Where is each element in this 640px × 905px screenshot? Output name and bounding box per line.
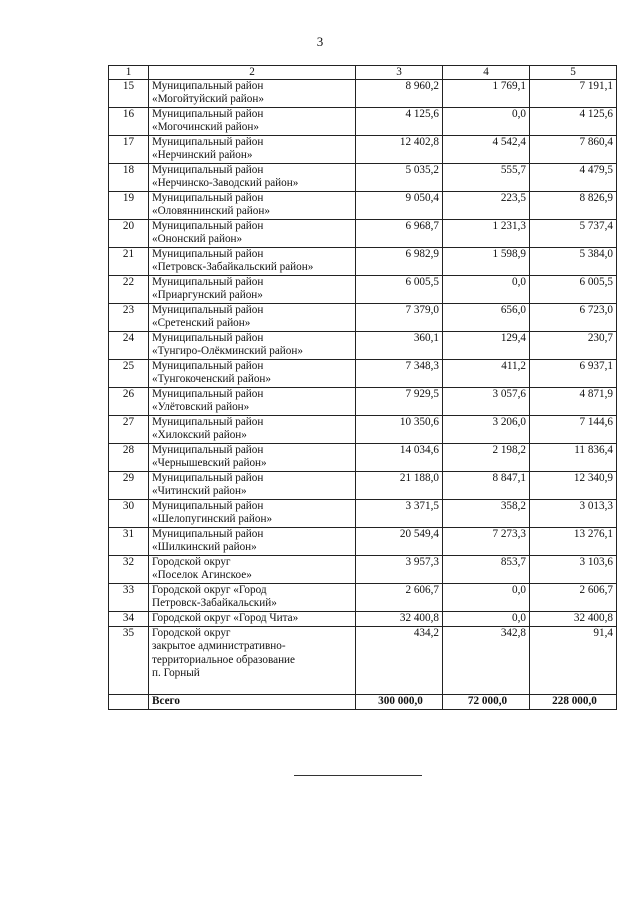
value-col3: 7 929,5 (356, 388, 443, 416)
row-number: 18 (109, 164, 149, 192)
municipality-name-line: «Тунгиро-Олёкминский район» (152, 345, 303, 358)
row-number: 32 (109, 556, 149, 584)
value-col5: 4 125,6 (530, 108, 617, 136)
value-col4: 555,7 (443, 164, 530, 192)
value-col4: 0,0 (443, 612, 530, 627)
municipality-name (149, 444, 356, 472)
municipality-name-line: Городской округ (152, 627, 231, 639)
row-number: 35 (109, 627, 149, 695)
value-col5: 7 144,6 (530, 416, 617, 444)
value-col5: 7 860,4 (530, 136, 617, 164)
value-col5: 6 937,1 (530, 360, 617, 388)
row-number: 20 (109, 220, 149, 248)
value-col3: 4 125,6 (356, 108, 443, 136)
value-col4: 223,5 (443, 192, 530, 220)
table-row (109, 627, 617, 695)
value-col3: 21 188,0 (356, 472, 443, 500)
municipality-name (149, 304, 356, 332)
municipality-name-line: территориальное образование (152, 653, 296, 666)
table-row (109, 416, 617, 444)
value-col5: 3 103,6 (530, 556, 617, 584)
municipality-name-line: «Нерчинский район» (152, 149, 253, 162)
value-col3: 32 400,8 (356, 612, 443, 627)
municipality-name-line: Муниципальный район (152, 360, 264, 372)
total-label: Всего (149, 695, 356, 710)
row-number: 22 (109, 276, 149, 304)
municipality-name (149, 472, 356, 500)
municipality-name (149, 556, 356, 584)
municipality-name-line: Муниципальный район (152, 220, 264, 232)
municipality-name (149, 220, 356, 248)
total-row (109, 695, 617, 710)
table-row (109, 108, 617, 136)
municipality-name (149, 360, 356, 388)
value-col4: 0,0 (443, 276, 530, 304)
municipality-name-line: «Читинский район» (152, 485, 247, 498)
municipality-name-line: «Нерчинско-Заводский район» (152, 177, 299, 190)
municipality-name-line: Муниципальный район (152, 332, 264, 344)
municipality-name (149, 276, 356, 304)
value-col5: 32 400,8 (530, 612, 617, 627)
value-col4: 4 542,4 (443, 136, 530, 164)
value-col5: 3 013,3 (530, 500, 617, 528)
value-col4: 129,4 (443, 332, 530, 360)
row-number: 23 (109, 304, 149, 332)
value-col4: 853,7 (443, 556, 530, 584)
value-col4: 358,2 (443, 500, 530, 528)
table-row (109, 192, 617, 220)
row-number: 27 (109, 416, 149, 444)
row-number: 19 (109, 192, 149, 220)
municipality-name-line: Муниципальный район (152, 472, 264, 484)
municipality-name-line: «Улётовский район» (152, 401, 250, 414)
table-row (109, 472, 617, 500)
municipality-name (149, 584, 356, 612)
municipality-name-line: Городской округ «Город Чита» (152, 612, 299, 624)
value-col5: 5 737,4 (530, 220, 617, 248)
distribution-table (108, 65, 617, 710)
municipality-name-line: «Поселок Агинское» (152, 569, 252, 582)
row-number: 21 (109, 248, 149, 276)
table-row (109, 584, 617, 612)
total-number (109, 695, 149, 710)
row-number: 34 (109, 612, 149, 627)
header-cell: 4 (443, 66, 530, 80)
value-col5: 5 384,0 (530, 248, 617, 276)
value-col4: 1 769,1 (443, 80, 530, 108)
value-col3: 3 371,5 (356, 500, 443, 528)
row-number: 15 (109, 80, 149, 108)
municipality-name (149, 192, 356, 220)
total-col5: 228 000,0 (530, 695, 617, 710)
municipality-name-line: Петровск-Забайкальский» (152, 597, 277, 610)
municipality-name-line: Муниципальный район (152, 164, 264, 176)
value-col4: 656,0 (443, 304, 530, 332)
table-row (109, 444, 617, 472)
row-number: 17 (109, 136, 149, 164)
row-number: 28 (109, 444, 149, 472)
value-col5: 4 871,9 (530, 388, 617, 416)
value-col4: 0,0 (443, 108, 530, 136)
row-number: 29 (109, 472, 149, 500)
value-col5: 4 479,5 (530, 164, 617, 192)
value-col3: 6 982,9 (356, 248, 443, 276)
table-row (109, 304, 617, 332)
municipality-name-line: Муниципальный район (152, 136, 264, 148)
value-col5: 6 005,5 (530, 276, 617, 304)
municipality-name (149, 612, 356, 627)
municipality-name (149, 528, 356, 556)
header-cell: 3 (356, 66, 443, 80)
municipality-name-line: Муниципальный район (152, 304, 264, 316)
municipality-name (149, 500, 356, 528)
municipality-name (149, 416, 356, 444)
value-col3: 3 957,3 (356, 556, 443, 584)
table-row (109, 332, 617, 360)
value-col3: 434,2 (356, 627, 443, 695)
municipality-name-line: «Ононский район» (152, 233, 243, 246)
value-col4: 7 273,3 (443, 528, 530, 556)
value-col3: 6 968,7 (356, 220, 443, 248)
municipality-name-line: Муниципальный район (152, 528, 264, 540)
table-row (109, 220, 617, 248)
value-col5: 12 340,9 (530, 472, 617, 500)
municipality-name-line: Муниципальный район (152, 248, 264, 260)
value-col3: 7 348,3 (356, 360, 443, 388)
municipality-name-line: Муниципальный район (152, 108, 264, 120)
value-col5: 2 606,7 (530, 584, 617, 612)
table-row (109, 388, 617, 416)
table-row (109, 136, 617, 164)
value-col3: 360,1 (356, 332, 443, 360)
header-cell: 1 (109, 66, 149, 80)
value-col3: 6 005,5 (356, 276, 443, 304)
table-row (109, 80, 617, 108)
municipality-name-line: «Тунгокоченский район» (152, 373, 271, 386)
row-number: 25 (109, 360, 149, 388)
divider-line (294, 775, 422, 776)
value-col3: 2 606,7 (356, 584, 443, 612)
municipality-name-line: Муниципальный район (152, 444, 264, 456)
municipality-name-line: «Чернышевский район» (152, 457, 267, 470)
municipality-name (149, 388, 356, 416)
table-header-row (109, 66, 617, 80)
table-row (109, 528, 617, 556)
value-col4: 0,0 (443, 584, 530, 612)
municipality-name-line: «Могочинский район» (152, 121, 259, 134)
value-col5: 13 276,1 (530, 528, 617, 556)
municipality-name (149, 332, 356, 360)
table-row (109, 164, 617, 192)
municipality-name-line: п. Горный (152, 667, 200, 680)
municipality-name-line: «Приаргунский район» (152, 289, 263, 302)
total-col4: 72 000,0 (443, 695, 530, 710)
value-col3: 8 960,2 (356, 80, 443, 108)
value-col5: 8 826,9 (530, 192, 617, 220)
row-number: 30 (109, 500, 149, 528)
value-col4: 411,2 (443, 360, 530, 388)
municipality-name-line: Муниципальный район (152, 500, 264, 512)
municipality-name-line: Городской округ «Город (152, 584, 267, 596)
municipality-name-line: «Сретенский район» (152, 317, 251, 330)
municipality-name-line: Муниципальный район (152, 388, 264, 400)
value-col3: 10 350,6 (356, 416, 443, 444)
value-col5: 230,7 (530, 332, 617, 360)
municipality-name-line: «Могойтуйский район» (152, 93, 264, 106)
value-col3: 5 035,2 (356, 164, 443, 192)
municipality-name (149, 248, 356, 276)
municipality-name (149, 136, 356, 164)
municipality-name (149, 108, 356, 136)
municipality-name (149, 80, 356, 108)
row-number: 16 (109, 108, 149, 136)
municipality-name (149, 164, 356, 192)
value-col3: 9 050,4 (356, 192, 443, 220)
row-number: 31 (109, 528, 149, 556)
value-col4: 8 847,1 (443, 472, 530, 500)
page-number: 3 (316, 34, 324, 49)
municipality-name-line: «Оловяннинский район» (152, 205, 270, 218)
header-cell: 2 (149, 66, 356, 80)
value-col5: 91,4 (530, 627, 617, 695)
value-col5: 7 191,1 (530, 80, 617, 108)
value-col3: 7 379,0 (356, 304, 443, 332)
table-row (109, 360, 617, 388)
municipality-name (149, 627, 356, 695)
municipality-name-line: Муниципальный район (152, 276, 264, 288)
table-row (109, 248, 617, 276)
value-col4: 342,8 (443, 627, 530, 695)
total-col3: 300 000,0 (356, 695, 443, 710)
table-row (109, 276, 617, 304)
value-col4: 2 198,2 (443, 444, 530, 472)
value-col4: 3 057,6 (443, 388, 530, 416)
value-col3: 20 549,4 (356, 528, 443, 556)
value-col5: 6 723,0 (530, 304, 617, 332)
table-row (109, 500, 617, 528)
municipality-name-line: Муниципальный район (152, 80, 264, 92)
value-col4: 3 206,0 (443, 416, 530, 444)
table-row (109, 556, 617, 584)
value-col3: 12 402,8 (356, 136, 443, 164)
municipality-name-line: «Петровск-Забайкальский район» (152, 261, 314, 274)
value-col3: 14 034,6 (356, 444, 443, 472)
row-number: 33 (109, 584, 149, 612)
value-col4: 1 598,9 (443, 248, 530, 276)
row-number: 24 (109, 332, 149, 360)
municipality-name-line: Муниципальный район (152, 192, 264, 204)
municipality-name-line: «Хилокский район» (152, 429, 247, 442)
municipality-name-line: Муниципальный район (152, 416, 264, 428)
municipality-name-line: «Шелопугинский район» (152, 513, 273, 526)
row-number: 26 (109, 388, 149, 416)
header-cell: 5 (530, 66, 617, 80)
municipality-name-line: Городской округ (152, 556, 231, 568)
table-row (109, 612, 617, 627)
value-col5: 11 836,4 (530, 444, 617, 472)
municipality-name-line: закрытое административно- (152, 640, 286, 653)
value-col4: 1 231,3 (443, 220, 530, 248)
municipality-name-line: «Шилкинский район» (152, 541, 257, 554)
